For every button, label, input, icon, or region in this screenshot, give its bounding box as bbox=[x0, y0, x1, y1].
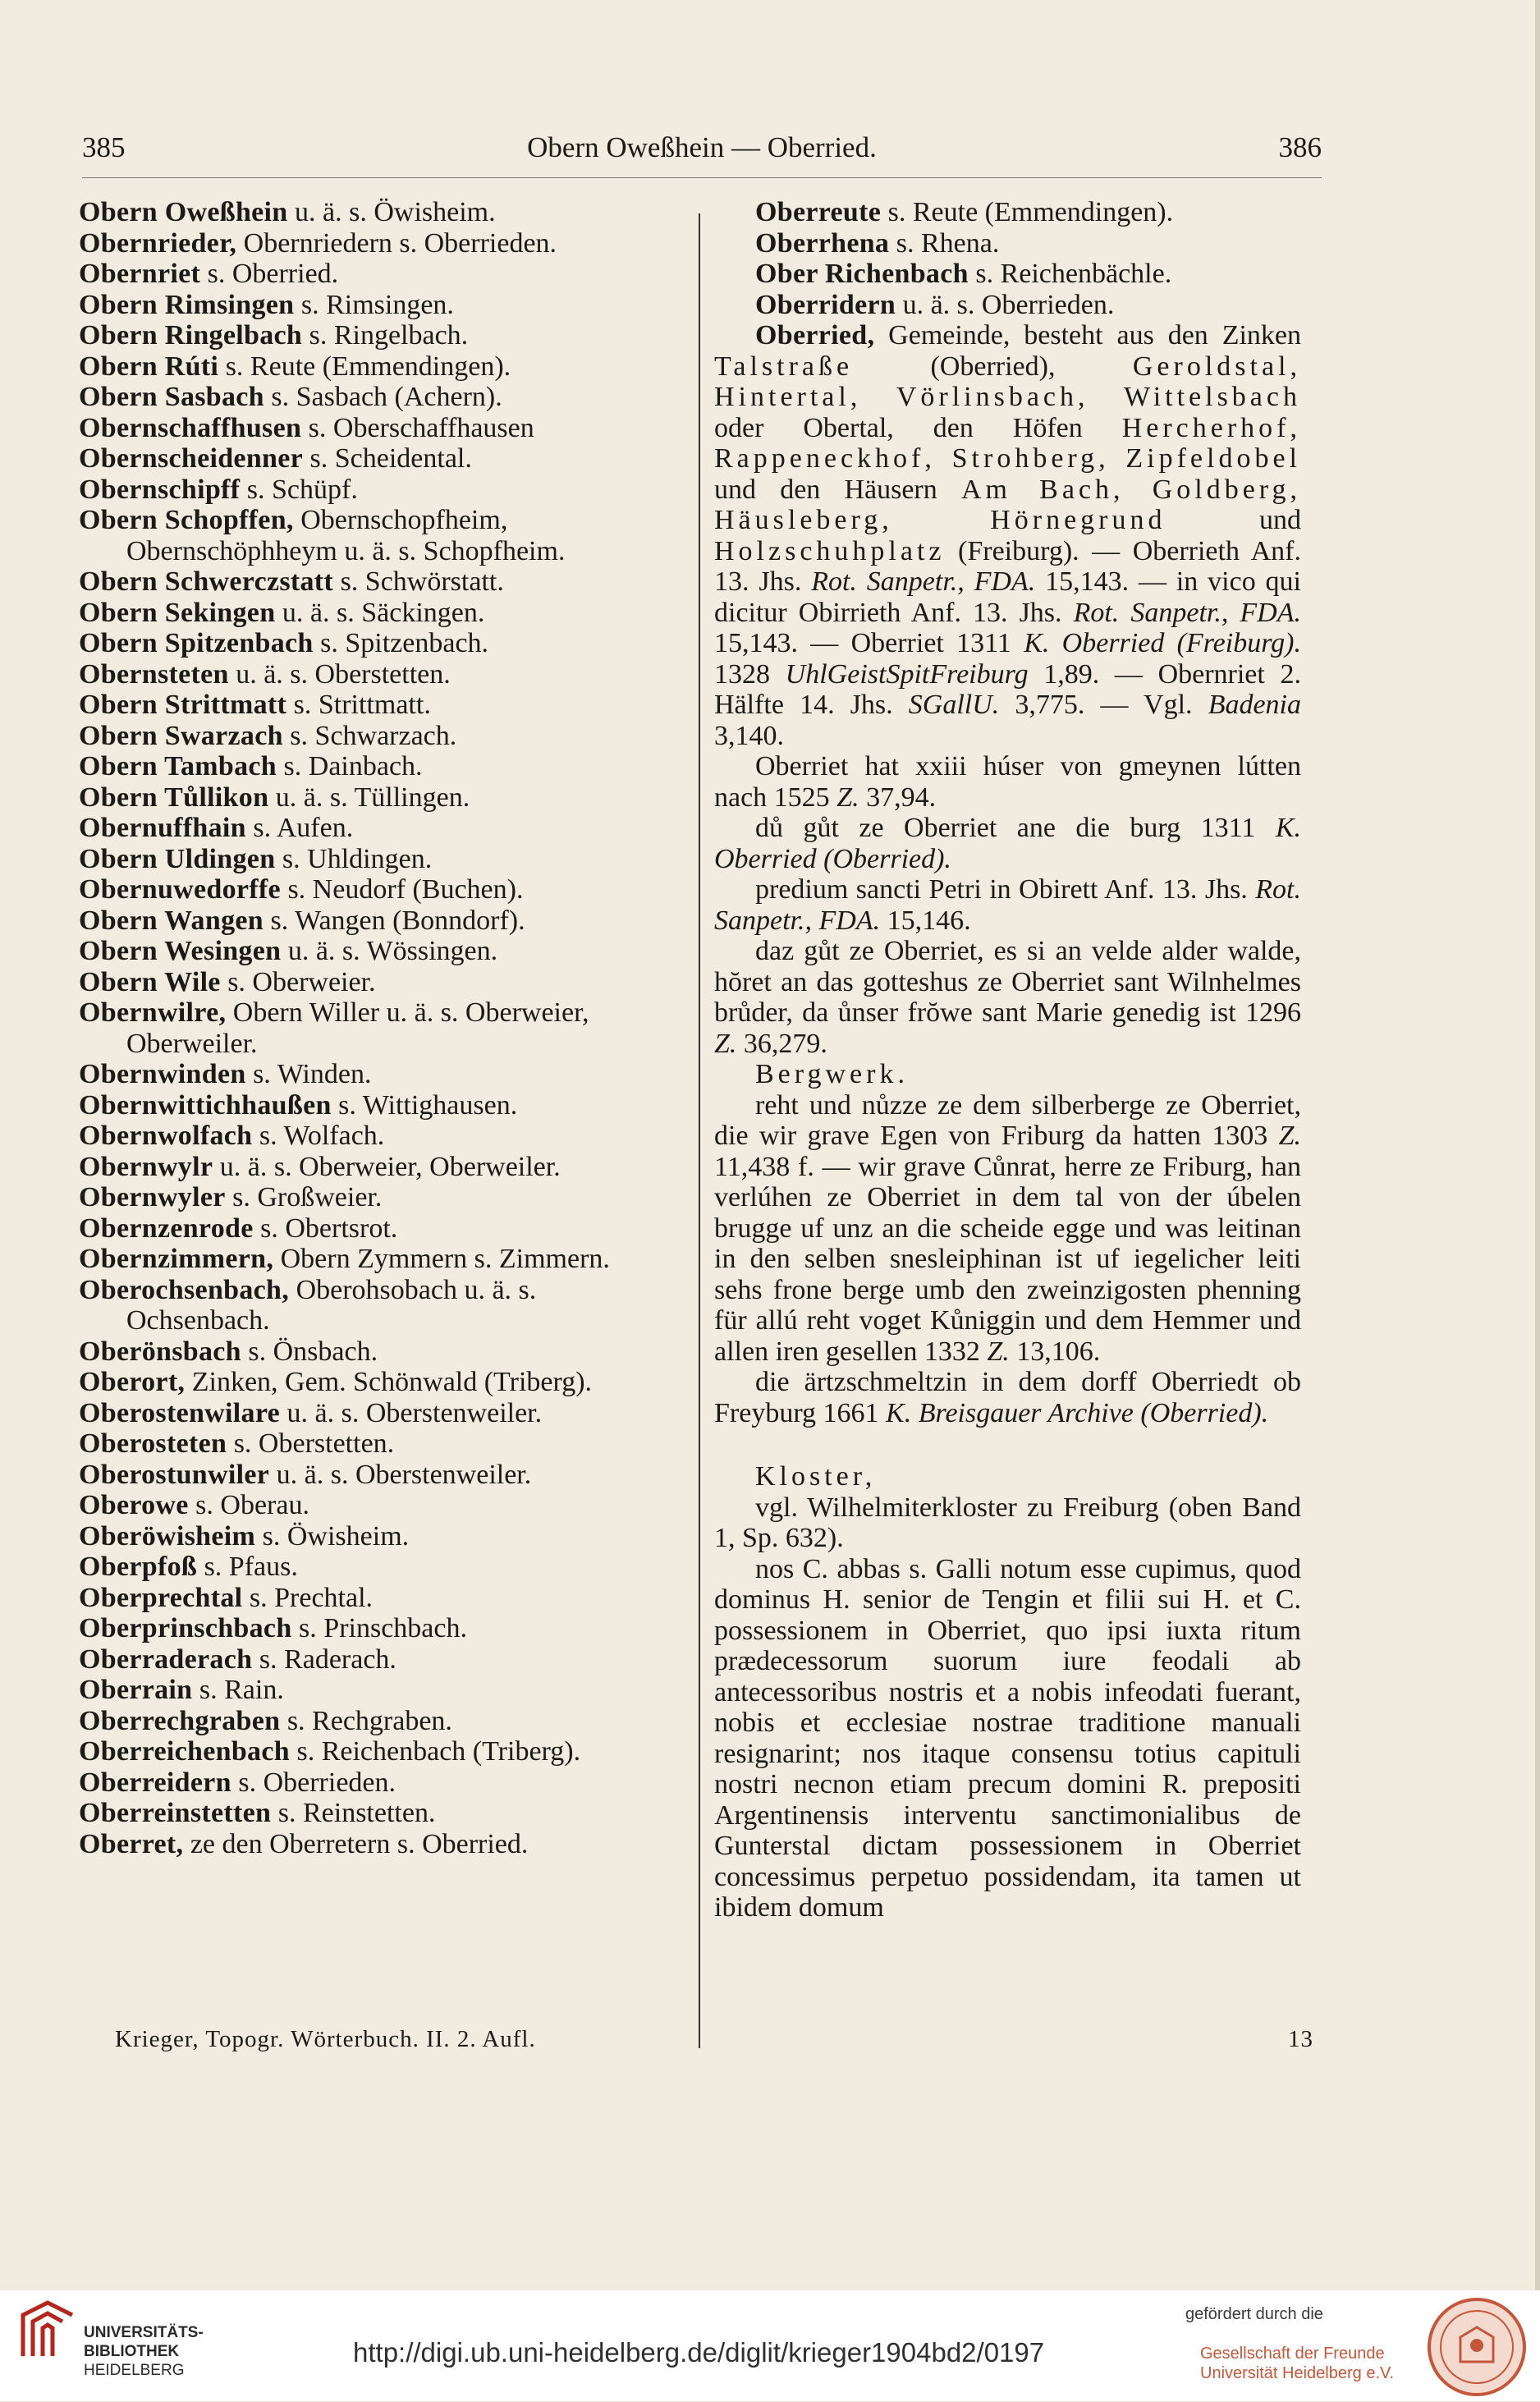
headword: Obernwylr bbox=[79, 1151, 213, 1182]
index-entry bbox=[79, 628, 670, 659]
headword: Oberosteten bbox=[79, 1428, 227, 1459]
cross-reference: s. Dainbach. bbox=[277, 751, 423, 782]
headword: Obernwilre, bbox=[79, 997, 227, 1028]
cross-reference: s. Schwarzach. bbox=[282, 720, 457, 751]
cross-reference: s. Wangen (Bonndorf). bbox=[263, 905, 525, 936]
cross-reference: u. ä. s. Oberstenweiler. bbox=[280, 1397, 543, 1428]
cross-reference: s. Strittmatt. bbox=[286, 690, 431, 720]
quote-text: predium sancti Petri in Obirett Anf. 13. Jhs. bbox=[755, 874, 1256, 905]
headword: Obernscheidenner bbox=[79, 443, 304, 474]
quote-paragraph bbox=[714, 813, 1301, 874]
library-name-line: HEIDELBERG bbox=[84, 2362, 185, 2379]
cross-reference: u. ä. s. Oberweier, Oberweiler. bbox=[213, 1151, 561, 1182]
headword: Oberprinschbach bbox=[79, 1613, 292, 1643]
headword: Oberreichenbach bbox=[79, 1736, 290, 1767]
headword: Oberönsbach bbox=[79, 1336, 241, 1367]
headword: Obernzenrode bbox=[79, 1212, 254, 1244]
index-entry bbox=[79, 751, 670, 782]
headword: Obern Strittmatt bbox=[79, 690, 287, 720]
entry-text: Gemeinde, besteht aus den Zinken bbox=[874, 320, 1301, 351]
quote-text: dů gůt ze Oberriet ane die burg 1311 bbox=[755, 813, 1276, 843]
headword: Oberprechtal bbox=[79, 1582, 243, 1613]
cross-reference: u. ä. s. Tüllingen. bbox=[268, 782, 470, 813]
source-citation: K. Breisgauer Archive (Oberried). bbox=[886, 1397, 1269, 1428]
index-entry bbox=[79, 782, 670, 814]
library-name bbox=[84, 2323, 204, 2380]
cross-reference: s. Reichenbächle. bbox=[968, 259, 1172, 289]
headword: Oberostunwiler bbox=[79, 1459, 270, 1490]
index-entry bbox=[79, 1736, 670, 1767]
index-entry bbox=[79, 1583, 670, 1614]
entry-text: (Freiburg). — Oberrieth Anf. 13. Jhs. bbox=[714, 535, 1301, 597]
source-citation: Rot. Sanpetr., FDA. bbox=[811, 566, 1036, 597]
cross-reference: s. Raderach. bbox=[252, 1643, 396, 1675]
cross-reference: s. Reinstetten. bbox=[271, 1798, 436, 1828]
cross-reference: u. ä. s. Säckingen. bbox=[275, 597, 485, 628]
university-seal-icon bbox=[1426, 2296, 1528, 2398]
cross-reference: s. Rechgraben. bbox=[280, 1705, 452, 1736]
footer-publication: Krieger, Topogr. Wörterbuch. II. 2. Aufl. bbox=[115, 2026, 536, 2052]
cross-reference: ze den Oberretern s. Oberried. bbox=[183, 1828, 529, 1859]
quote-text: Oberriet hat xxiii húser von gmeynen lútten nach 1525 bbox=[714, 751, 1301, 813]
index-entry bbox=[79, 844, 670, 875]
cross-reference: s. Spitzenbach. bbox=[313, 628, 489, 658]
cross-reference: s. Prinschbach. bbox=[291, 1613, 467, 1643]
headword: Oberostenwilare bbox=[79, 1397, 280, 1428]
quote-text: reht und nůzze ze dem silberberge ze Oberriet, die wir grave Egen von Friburg da hatten 1303 bbox=[714, 1089, 1301, 1151]
index-entry bbox=[79, 967, 670, 998]
headword: Obernrieder, bbox=[79, 227, 237, 259]
index-entry bbox=[79, 1521, 670, 1552]
headword: Oberrechgraben bbox=[79, 1705, 281, 1736]
index-entry bbox=[79, 1367, 670, 1398]
cross-reference: s. Sasbach (Achern). bbox=[264, 382, 502, 412]
source-citation: K. Oberried (Oberried). bbox=[714, 813, 1301, 874]
headword: Oberridern bbox=[755, 289, 896, 320]
sponsor-name-line: Universität Heidelberg e.V. bbox=[1200, 2364, 1395, 2382]
cross-reference: s. Öwisheim. bbox=[255, 1520, 410, 1552]
library-logo-icon bbox=[15, 2299, 80, 2364]
cross-reference: s. Oberried. bbox=[200, 259, 339, 289]
quote-text: 11,438 f. — wir grave Cůnrat, herre ze Friburg, han verlúhen ze Oberriet in dem tal von der úbelen brugge uf unz an die scheide egge und was leitinan in den selben snesleiphinan ist uf iegelicher leiti sehs frone berge umb den zweinzigosten phenning für allú reht voget Kůniggin und dem Hemmer und allen iren gesellen 1332 bbox=[714, 1151, 1301, 1367]
index-entry bbox=[79, 351, 670, 383]
index-entry bbox=[79, 474, 670, 506]
headword: Obern Schopffen, bbox=[79, 505, 294, 535]
index-entry bbox=[79, 1121, 670, 1152]
oberried-entry bbox=[714, 320, 1301, 751]
cross-reference: Obern Zymmern s. Zimmern. bbox=[273, 1244, 610, 1274]
headword: Obern Oweßhein bbox=[79, 197, 288, 227]
index-entry bbox=[79, 936, 670, 967]
index-entry bbox=[79, 905, 670, 937]
index-entry bbox=[79, 1059, 670, 1090]
cross-reference: s. Önsbach. bbox=[241, 1336, 378, 1367]
cross-reference: u. ä. s. Oberstetten. bbox=[228, 658, 451, 690]
entry-text: und den Häusern bbox=[714, 474, 961, 505]
index-entry bbox=[79, 1398, 670, 1429]
index-entry bbox=[79, 1460, 670, 1491]
headword: Obern Swarzach bbox=[79, 720, 283, 751]
index-entry bbox=[79, 598, 670, 629]
section-heading-kloster: Kloster, bbox=[755, 1461, 877, 1492]
cross-reference: s. Obertsrot. bbox=[253, 1212, 398, 1244]
quote-text: 36,279. bbox=[736, 1028, 827, 1059]
running-title: Obern Oweßhein — Oberried. bbox=[527, 131, 877, 163]
quote-text: 13,106. bbox=[1009, 1336, 1101, 1367]
headword: Ober Richenbach bbox=[755, 259, 969, 289]
place-name: Geroldstal, Hintertal, Vörlinsbach, Wittelsbach bbox=[714, 351, 1301, 412]
cross-reference: s. Rhena. bbox=[889, 227, 1000, 259]
quote-text: die ärtzschmeltzin in dem dorff Oberriedt ob Freyburg 1661 bbox=[714, 1367, 1301, 1428]
library-name-line: UNIVERSITÄTS- bbox=[84, 2324, 204, 2341]
left-column bbox=[79, 197, 670, 1859]
headword: Oberowe bbox=[79, 1490, 189, 1520]
cross-reference: u. ä. s. Oberstenweiler. bbox=[269, 1459, 532, 1490]
cross-reference: u. ä. s. Wössingen. bbox=[281, 936, 498, 966]
headword: Obern Wesingen bbox=[79, 936, 282, 966]
entry-text: und bbox=[1166, 505, 1301, 535]
cross-reference: s. Ringelbach. bbox=[302, 320, 469, 351]
entry-text: 15,143. — Oberriet 1311 bbox=[714, 628, 1024, 658]
place-name: Talstraße bbox=[714, 351, 854, 382]
entry-text: 3,775. — Vgl. bbox=[999, 690, 1208, 720]
cross-reference: s. Schwörstatt. bbox=[333, 566, 504, 597]
signature-mark: 13 bbox=[1288, 2026, 1313, 2052]
cross-reference: s. Reute (Emmendingen). bbox=[218, 351, 511, 382]
index-entry bbox=[79, 813, 670, 844]
cross-reference: s. Scheidental. bbox=[303, 443, 472, 474]
headword: Oberreidern bbox=[79, 1767, 231, 1798]
index-entry bbox=[79, 1490, 670, 1521]
index-entry bbox=[79, 874, 670, 905]
headword: Obernschaffhusen bbox=[79, 412, 302, 443]
index-entry bbox=[79, 290, 670, 321]
cross-reference: s. Oberschaffhausen bbox=[301, 412, 534, 443]
cross-reference: s. Rimsingen. bbox=[294, 289, 454, 320]
headword: Oberried, bbox=[755, 320, 875, 351]
headword: Obernwolfach bbox=[79, 1121, 253, 1151]
index-entry bbox=[79, 1244, 670, 1275]
cross-reference: s. Pfaus. bbox=[197, 1552, 298, 1582]
index-entry bbox=[79, 443, 670, 474]
headword: Obern Rúti bbox=[79, 351, 219, 382]
page-number-left: 385 bbox=[82, 131, 126, 163]
cross-reference: s. Schüpf. bbox=[240, 474, 358, 505]
section-heading-bergwerk: Bergwerk. bbox=[755, 1059, 909, 1089]
headword: Oberrhena bbox=[755, 227, 890, 259]
source-citation: SGallU. bbox=[908, 690, 1000, 720]
cross-reference: s. Neudorf (Buchen). bbox=[280, 874, 524, 905]
index-entry bbox=[79, 1090, 670, 1121]
headword: Oberöwisheim bbox=[79, 1520, 256, 1552]
cross-reference: s. Aufen. bbox=[245, 813, 354, 843]
entry-text: 3,140. bbox=[714, 720, 784, 751]
cross-reference: s. Rain. bbox=[192, 1675, 284, 1705]
index-entry bbox=[79, 1552, 670, 1583]
headword: Obern Tůllikon bbox=[79, 782, 269, 813]
headword: Obernwyler bbox=[79, 1182, 226, 1212]
quote-paragraph bbox=[714, 936, 1301, 1059]
right-entry-list bbox=[714, 197, 1301, 320]
library-name-line: BIBLIOTHEK bbox=[84, 2343, 180, 2360]
sponsor-name-line: Gesellschaft der Freunde bbox=[1200, 2345, 1385, 2363]
index-entry bbox=[714, 197, 1301, 228]
cross-reference: s. Oberau. bbox=[188, 1490, 309, 1520]
index-entry bbox=[79, 505, 670, 566]
quote-paragraph bbox=[714, 1090, 1301, 1368]
index-entry bbox=[79, 997, 670, 1059]
cross-reference: Zinken, Gem. Schönwald (Triberg). bbox=[185, 1367, 593, 1397]
headword: Obernuwedorffe bbox=[79, 874, 281, 905]
index-entry bbox=[79, 1675, 670, 1706]
index-entry bbox=[79, 1213, 670, 1245]
quote-text: 37,94. bbox=[859, 782, 937, 813]
place-name: Holzschuhplatz bbox=[714, 535, 946, 566]
place-name: Hercherhof, Rappeneckhof, Strohberg, Zipfeldobel bbox=[714, 412, 1301, 474]
index-entry bbox=[79, 721, 670, 752]
headword: Obernriet bbox=[79, 259, 201, 289]
headword: Oberort, bbox=[79, 1367, 186, 1397]
cross-reference: u. ä. s. Öwisheim. bbox=[287, 197, 496, 227]
entry-text: (Oberried), bbox=[853, 351, 1133, 382]
cross-reference: s. Winden. bbox=[245, 1059, 372, 1089]
quote-paragraph bbox=[714, 751, 1301, 813]
library-logo[interactable] bbox=[15, 2299, 80, 2368]
permalink-url[interactable]: http://digi.ub.uni-heidelberg.de/diglit/krieger1904bd2/0197 bbox=[353, 2337, 1045, 2368]
index-entry bbox=[79, 382, 670, 413]
headword: Obern Wile bbox=[79, 966, 221, 997]
headword: Oberrain bbox=[79, 1675, 193, 1705]
index-entry bbox=[79, 1182, 670, 1213]
cross-reference: Oberohsobach u. ä. s. Ochsenbach. bbox=[126, 1274, 537, 1336]
headword: Obernwinden bbox=[79, 1059, 246, 1089]
entry-text: 1328 bbox=[714, 658, 786, 690]
index-entry bbox=[79, 690, 670, 721]
source-citation: Rot. Sanpetr., FDA. bbox=[714, 874, 1301, 936]
headword: Obernschipff bbox=[79, 474, 241, 505]
place-name: Am Bach, Goldberg, Häusleberg, Hörnegrund bbox=[714, 474, 1301, 535]
index-entry bbox=[79, 1706, 670, 1737]
headword: Obernwittichhaußen bbox=[79, 1089, 332, 1121]
index-entry bbox=[79, 1428, 670, 1460]
headword: Obernuffhain bbox=[79, 813, 246, 843]
quote-paragraph: vgl. Wilhelmiterkloster zu Freiburg (oben Band 1, Sp. 632). bbox=[714, 1492, 1301, 1553]
entry-text: oder Obertal, den Höfen bbox=[714, 412, 1122, 443]
cross-reference: s. Reute (Emmendingen). bbox=[881, 197, 1174, 227]
index-entry bbox=[714, 259, 1301, 290]
cross-reference: Obernschopfheim, Obernschöphheym u. ä. s. Schopfheim. bbox=[126, 505, 566, 566]
index-entry bbox=[79, 566, 670, 598]
headword: Obern Tambach bbox=[79, 751, 277, 782]
sponsor-caption: gefördert durch die bbox=[1185, 2305, 1323, 2323]
cross-reference: s. Prechtal. bbox=[242, 1582, 374, 1613]
entry-text: 15,143. — in vico qui dicitur Obirrieth Anf. 13. Jhs. bbox=[714, 566, 1302, 628]
index-entry bbox=[79, 197, 670, 228]
sponsor-name[interactable] bbox=[1200, 2344, 1394, 2383]
index-entry bbox=[79, 1798, 670, 1829]
quote-paragraph bbox=[714, 1367, 1301, 1428]
index-entry bbox=[714, 290, 1301, 321]
entry-text: 1,89. — Obernriet 2. Hälfte 14. Jhs. bbox=[714, 658, 1302, 720]
headword: Obern Sasbach bbox=[79, 382, 264, 412]
cross-reference: s. Wolfach. bbox=[252, 1121, 385, 1151]
index-entry bbox=[79, 1275, 670, 1336]
headword: Obern Schwerczstatt bbox=[79, 566, 334, 597]
index-entry bbox=[79, 1152, 670, 1183]
index-entry bbox=[79, 320, 670, 351]
page-footer bbox=[115, 2026, 1313, 2053]
headword: Obernzimmern, bbox=[79, 1244, 274, 1274]
headword: Oberret, bbox=[79, 1828, 184, 1859]
index-entry bbox=[79, 1613, 670, 1644]
quote-text: daz gůt ze Oberriet, es si an velde alder walde, hŏret an das gotteshus ze Oberriet sant Wilnhelmes brůder, da ůnser frŏwe sant Marie genedig ist 1296 bbox=[714, 936, 1301, 1028]
source-citation: Badenia bbox=[1208, 690, 1301, 720]
headword: Oberreinstetten bbox=[79, 1798, 272, 1828]
cross-reference: s. Oberrieden. bbox=[231, 1767, 396, 1798]
cross-reference: s. Oberstetten. bbox=[227, 1428, 395, 1459]
index-entry bbox=[79, 1767, 670, 1799]
index-entry bbox=[79, 228, 670, 259]
quote-paragraph: nos C. abbas s. Galli notum esse cupimus, quod dominus H. senior de Tengin et filii sui H. et C. possessionem in Oberriet, quo ipsi iuxta ritum prædecessorum suorum iure feodali ab antecessoribus nostris et a nobis infeodati fuerant, nobis et ecclesiae nostrae traditione manuali resignarint; nos itaque consensu totius capituli nostri necnon etiam precum domini R. prepositi Argentinensis interventu sanctimonialibus de Gunterstal dictam possessionem in Oberriet concessimus perpetuo possidendam, ita tamen ut ibidem domum bbox=[714, 1553, 1301, 1923]
source-citation: Z. bbox=[1278, 1121, 1301, 1151]
headword: Obernsteten bbox=[79, 658, 229, 690]
university-seal bbox=[1426, 2296, 1528, 2402]
headword: Obern Ringelbach bbox=[79, 320, 303, 351]
quote-text: 15,146. bbox=[880, 905, 971, 936]
headword: Obern Rimsingen bbox=[79, 289, 295, 320]
page-number-right: 386 bbox=[1278, 131, 1322, 163]
column-divider bbox=[699, 213, 700, 2048]
index-entry bbox=[79, 659, 670, 690]
cross-reference: s. Uhldingen. bbox=[275, 843, 433, 874]
headword: Oberochsenbach, bbox=[79, 1274, 290, 1305]
source-citation: Z. bbox=[714, 1028, 737, 1059]
quote-paragraph bbox=[714, 874, 1301, 936]
cross-reference: s. Wittighausen. bbox=[331, 1089, 518, 1121]
index-entry bbox=[79, 259, 670, 290]
index-entry bbox=[79, 1644, 670, 1675]
headword: Obern Wangen bbox=[79, 905, 264, 936]
source-citation: Z. bbox=[836, 782, 859, 813]
source-citation: Rot. Sanpetr., FDA. bbox=[1073, 597, 1301, 628]
cross-reference: u. ä. s. Oberrieden. bbox=[896, 289, 1115, 320]
source-citation: UhlGeistSpitFreiburg bbox=[785, 658, 1029, 690]
cross-reference: Obern Willer u. ä. s. Oberweier, Oberweiler. bbox=[126, 997, 589, 1059]
headword: Obern Spitzenbach bbox=[79, 628, 314, 658]
index-entry bbox=[79, 1336, 670, 1368]
cross-reference: s. Oberweier. bbox=[220, 966, 376, 997]
cross-reference: Obernriedern s. Oberrieden. bbox=[236, 227, 557, 259]
headword: Oberraderach bbox=[79, 1643, 253, 1675]
cross-reference: s. Reichenbach (Triberg). bbox=[289, 1736, 581, 1767]
headword: Oberpfoß bbox=[79, 1552, 198, 1582]
header-rule bbox=[82, 177, 1322, 178]
headword: Obern Sekingen bbox=[79, 597, 276, 628]
index-entry bbox=[714, 228, 1301, 259]
running-head bbox=[82, 131, 1322, 164]
index-entry bbox=[79, 413, 670, 444]
headword: Oberreute bbox=[755, 197, 882, 227]
source-citation: K. Oberried (Freiburg). bbox=[1024, 628, 1302, 658]
source-citation: Z. bbox=[987, 1336, 1010, 1367]
headword: Obern Uldingen bbox=[79, 843, 276, 874]
index-entry bbox=[79, 1829, 670, 1860]
right-column bbox=[714, 197, 1301, 1923]
cross-reference: s. Großweier. bbox=[225, 1182, 383, 1212]
